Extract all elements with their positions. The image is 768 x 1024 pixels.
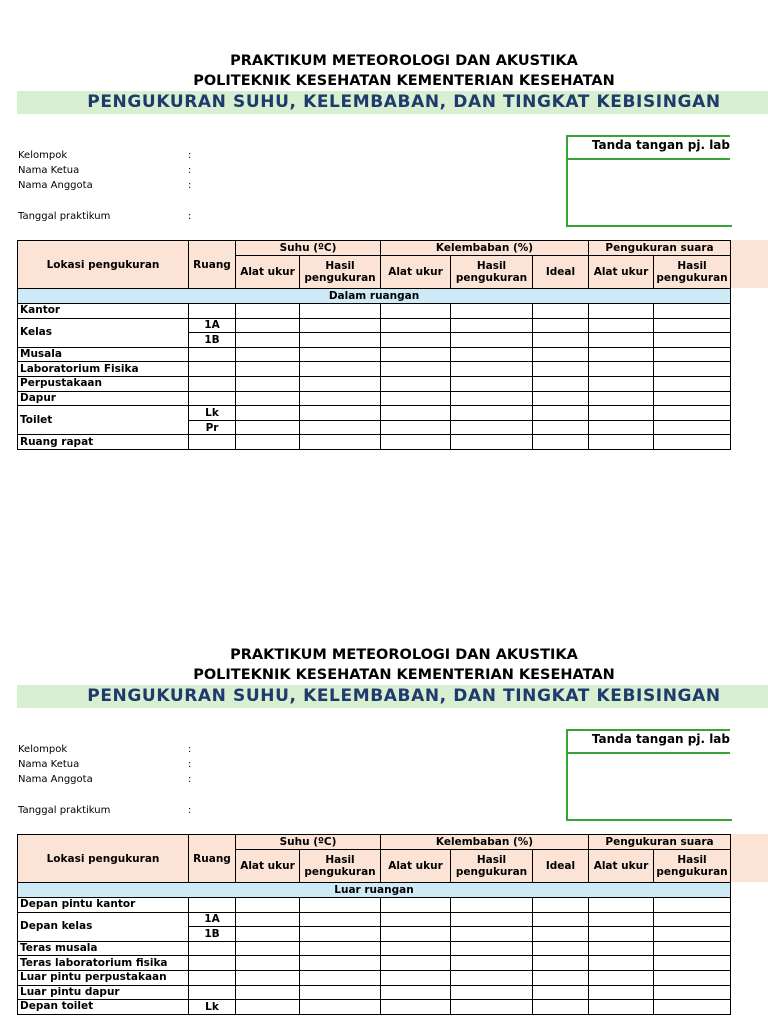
colon: : [188,774,192,785]
input-cell[interactable] [451,362,533,377]
table-row [18,391,731,406]
colon: : [188,744,192,755]
table-row [18,985,731,1000]
input-cell[interactable] [451,970,533,985]
input-cell[interactable] [654,318,731,333]
header-suhu: Suhu (ºC) [236,835,381,850]
table-row [18,912,731,927]
table-row [18,318,731,333]
input-cell[interactable] [300,985,381,1000]
header-ruang: Ruang [189,241,236,289]
input-cell[interactable] [236,304,300,319]
ruang-cell: Lk [189,406,236,421]
input-cell[interactable] [589,1000,654,1015]
colon: : [188,150,192,161]
input-cell[interactable] [300,376,381,391]
input-cell[interactable] [451,420,533,435]
input-cell[interactable] [589,347,654,362]
header-pengukuran-suara: Pengukuran suara [589,835,731,850]
input-cell[interactable] [381,391,451,406]
header-ideal: Ideal [533,850,589,883]
table-row [18,435,731,450]
input-cell[interactable] [533,970,589,985]
input-cell[interactable] [533,406,589,421]
ruang-cell [189,391,236,406]
ruang-cell: 1A [189,318,236,333]
label-nama-ketua: Nama Ketua [18,165,80,176]
input-cell[interactable] [236,420,300,435]
input-cell[interactable] [589,912,654,927]
lokasi-cell: Depan kelas [18,912,189,941]
input-cell[interactable] [381,362,451,377]
input-cell[interactable] [381,435,451,450]
input-cell[interactable] [300,406,381,421]
header-alat-ukur: Alat ukur [589,256,654,289]
input-cell[interactable] [654,985,731,1000]
table-row [18,1000,731,1015]
input-cell[interactable] [654,435,731,450]
input-cell[interactable] [533,347,589,362]
input-cell[interactable] [451,985,533,1000]
table-row [18,941,731,956]
input-cell[interactable] [236,391,300,406]
input-cell[interactable] [654,898,731,913]
lokasi-cell: Luar pintu dapur [18,985,189,1000]
input-cell[interactable] [300,941,381,956]
input-cell[interactable] [451,941,533,956]
table-row [18,956,731,971]
header-alat-ukur: Alat ukur [589,850,654,883]
input-cell[interactable] [300,435,381,450]
input-cell[interactable] [451,1000,533,1015]
input-cell[interactable] [654,956,731,971]
section-label: Dalam ruangan [18,289,731,304]
input-cell[interactable] [236,898,300,913]
input-cell[interactable] [589,376,654,391]
lokasi-cell: Depan toilet [18,1000,189,1015]
input-cell[interactable] [236,985,300,1000]
label-kelompok: Kelompok [18,744,68,755]
input-cell[interactable] [451,956,533,971]
colon: : [188,759,192,770]
label-nama-anggota: Nama Anggota [18,180,93,191]
label-tanggal-praktikum: Tanggal praktikum [18,805,111,816]
title-line-3: PENGUKURAN SUHU, KELEMBABAN, DAN TINGKAT KEBISINGAN [87,686,721,706]
header-alat-ukur: Alat ukur [381,256,451,289]
input-cell[interactable] [654,376,731,391]
input-cell[interactable] [533,304,589,319]
ruang-cell [189,985,236,1000]
lokasi-cell: Teras musala [18,941,189,956]
input-cell[interactable] [654,912,731,927]
input-cell[interactable] [236,956,300,971]
input-cell[interactable] [589,941,654,956]
colon: : [188,805,192,816]
input-cell[interactable] [451,927,533,942]
input-cell[interactable] [451,406,533,421]
input-cell[interactable] [533,435,589,450]
input-cell[interactable] [589,333,654,348]
title-line-1: PRAKTIKUM METEOROLOGI DAN AKUSTIKA [230,647,578,663]
input-cell[interactable] [451,347,533,362]
lokasi-cell: Musala [18,347,189,362]
signature-box-divider [566,752,730,754]
input-cell[interactable] [236,435,300,450]
header-alat-ukur: Alat ukur [381,850,451,883]
input-cell[interactable] [654,347,731,362]
input-cell[interactable] [236,406,300,421]
table-row [18,347,731,362]
input-cell[interactable] [381,420,451,435]
input-cell[interactable] [451,333,533,348]
measurement-table [17,834,731,1015]
lokasi-cell: Kelas [18,318,189,347]
header-ideal: Ideal [533,256,589,289]
input-cell[interactable] [300,912,381,927]
input-cell[interactable] [381,406,451,421]
header-hasil-pengukuran: Hasil pengukuran [654,256,731,289]
table-row [18,376,731,391]
input-cell[interactable] [381,956,451,971]
input-cell[interactable] [451,898,533,913]
header-pengukuran-suara: Pengukuran suara [589,241,731,256]
input-cell[interactable] [381,912,451,927]
input-cell[interactable] [589,970,654,985]
header-kelembaban: Kelembaban (%) [381,241,589,256]
ruang-cell [189,347,236,362]
input-cell[interactable] [300,970,381,985]
ruang-cell [189,304,236,319]
ruang-cell [189,376,236,391]
input-cell[interactable] [381,347,451,362]
input-cell[interactable] [381,985,451,1000]
header-hasil-pengukuran: Hasil pengukuran [451,256,533,289]
input-cell[interactable] [300,347,381,362]
input-cell[interactable] [533,333,589,348]
input-cell[interactable] [300,956,381,971]
lokasi-cell: Ruang rapat [18,435,189,450]
input-cell[interactable] [451,376,533,391]
colon: : [188,165,192,176]
header-lokasi: Lokasi pengukuran [18,241,189,289]
ruang-cell [189,956,236,971]
ruang-cell: 1B [189,927,236,942]
table-row [18,362,731,377]
lokasi-cell: Laboratorium Fisika [18,362,189,377]
label-nama-ketua: Nama Ketua [18,759,80,770]
input-cell[interactable] [654,927,731,942]
input-cell[interactable] [533,318,589,333]
input-cell[interactable] [654,1000,731,1015]
input-cell[interactable] [589,362,654,377]
input-cell[interactable] [533,420,589,435]
header-lokasi: Lokasi pengukuran [18,835,189,883]
label-nama-anggota: Nama Anggota [18,774,93,785]
lokasi-cell: Depan pintu kantor [18,898,189,913]
input-cell[interactable] [589,985,654,1000]
input-cell[interactable] [236,318,300,333]
header-ruang: Ruang [189,835,236,883]
table-row [18,898,731,913]
input-cell[interactable] [589,406,654,421]
table-row [18,970,731,985]
measurement-table [17,240,731,450]
table-row [18,304,731,319]
input-cell[interactable] [300,362,381,377]
table-row [18,406,731,421]
title-line-2: POLITEKNIK KESEHATAN KEMENTERIAN KESEHATAN [193,73,615,89]
input-cell[interactable] [300,391,381,406]
signature-box-divider [566,158,730,160]
input-cell[interactable] [381,333,451,348]
input-cell[interactable] [236,927,300,942]
lokasi-cell: Dapur [18,391,189,406]
ruang-cell [189,898,236,913]
input-cell[interactable] [451,318,533,333]
label-tanggal-praktikum: Tanggal praktikum [18,211,111,222]
input-cell[interactable] [451,435,533,450]
ruang-cell: 1B [189,333,236,348]
input-cell[interactable] [300,333,381,348]
input-cell[interactable] [381,970,451,985]
input-cell[interactable] [589,391,654,406]
input-cell[interactable] [533,391,589,406]
ruang-cell: Pr [189,420,236,435]
lokasi-cell: Teras laboratorium fisika [18,956,189,971]
input-cell[interactable] [589,304,654,319]
input-cell[interactable] [451,391,533,406]
input-cell[interactable] [533,362,589,377]
ruang-cell: 1A [189,912,236,927]
input-cell[interactable] [300,927,381,942]
input-cell[interactable] [533,1000,589,1015]
input-cell[interactable] [451,304,533,319]
input-cell[interactable] [533,912,589,927]
input-cell[interactable] [654,333,731,348]
ruang-cell [189,941,236,956]
input-cell[interactable] [381,304,451,319]
input-cell[interactable] [533,898,589,913]
input-cell[interactable] [654,970,731,985]
title-line-1: PRAKTIKUM METEOROLOGI DAN AKUSTIKA [230,53,578,69]
input-cell[interactable] [589,927,654,942]
ruang-cell [189,970,236,985]
input-cell[interactable] [533,927,589,942]
input-cell[interactable] [589,420,654,435]
input-cell[interactable] [381,1000,451,1015]
input-cell[interactable] [589,318,654,333]
lokasi-cell: Perpustakaan [18,376,189,391]
input-cell[interactable] [236,333,300,348]
input-cell[interactable] [589,435,654,450]
header-hasil-pengukuran: Hasil pengukuran [300,256,381,289]
header-kelembaban: Kelembaban (%) [381,835,589,850]
label-kelompok: Kelompok [18,150,68,161]
input-cell[interactable] [300,1000,381,1015]
header-suhu: Suhu (ºC) [236,241,381,256]
input-cell[interactable] [533,956,589,971]
header-alat-ukur: Alat ukur [236,850,300,883]
title-line-2: POLITEKNIK KESEHATAN KEMENTERIAN KESEHATAN [193,667,615,683]
input-cell[interactable] [236,1000,300,1015]
lokasi-cell: Kantor [18,304,189,319]
input-cell[interactable] [533,985,589,1000]
input-cell[interactable] [300,318,381,333]
input-cell[interactable] [381,318,451,333]
input-cell[interactable] [533,376,589,391]
input-cell[interactable] [654,941,731,956]
colon: : [188,211,192,222]
ruang-cell [189,362,236,377]
input-cell[interactable] [654,420,731,435]
input-cell[interactable] [300,420,381,435]
input-cell[interactable] [654,362,731,377]
ruang-cell [189,435,236,450]
input-cell[interactable] [236,912,300,927]
header-hasil-pengukuran: Hasil pengukuran [451,850,533,883]
lokasi-cell: Luar pintu perpustakaan [18,970,189,985]
input-cell[interactable] [381,376,451,391]
signature-label: Tanda tangan pj. lab [591,732,730,746]
header-alat-ukur: Alat ukur [236,256,300,289]
input-cell[interactable] [654,304,731,319]
input-cell[interactable] [589,898,654,913]
input-cell[interactable] [381,941,451,956]
header-hasil-pengukuran: Hasil pengukuran [654,850,731,883]
input-cell[interactable] [654,406,731,421]
input-cell[interactable] [300,898,381,913]
input-cell[interactable] [236,362,300,377]
input-cell[interactable] [236,376,300,391]
input-cell[interactable] [236,347,300,362]
header-hasil-pengukuran: Hasil pengukuran [300,850,381,883]
input-cell[interactable] [381,898,451,913]
signature-label: Tanda tangan pj. lab [591,138,730,152]
input-cell[interactable] [654,391,731,406]
input-cell[interactable] [451,912,533,927]
colon: : [188,180,192,191]
input-cell[interactable] [533,941,589,956]
ruang-cell: Lk [189,1000,236,1015]
title-line-3: PENGUKURAN SUHU, KELEMBABAN, DAN TINGKAT KEBISINGAN [87,92,721,112]
input-cell[interactable] [236,941,300,956]
input-cell[interactable] [300,304,381,319]
lokasi-cell: Toilet [18,406,189,435]
section-label: Luar ruangan [18,883,731,898]
input-cell[interactable] [381,927,451,942]
input-cell[interactable] [589,956,654,971]
input-cell[interactable] [236,970,300,985]
